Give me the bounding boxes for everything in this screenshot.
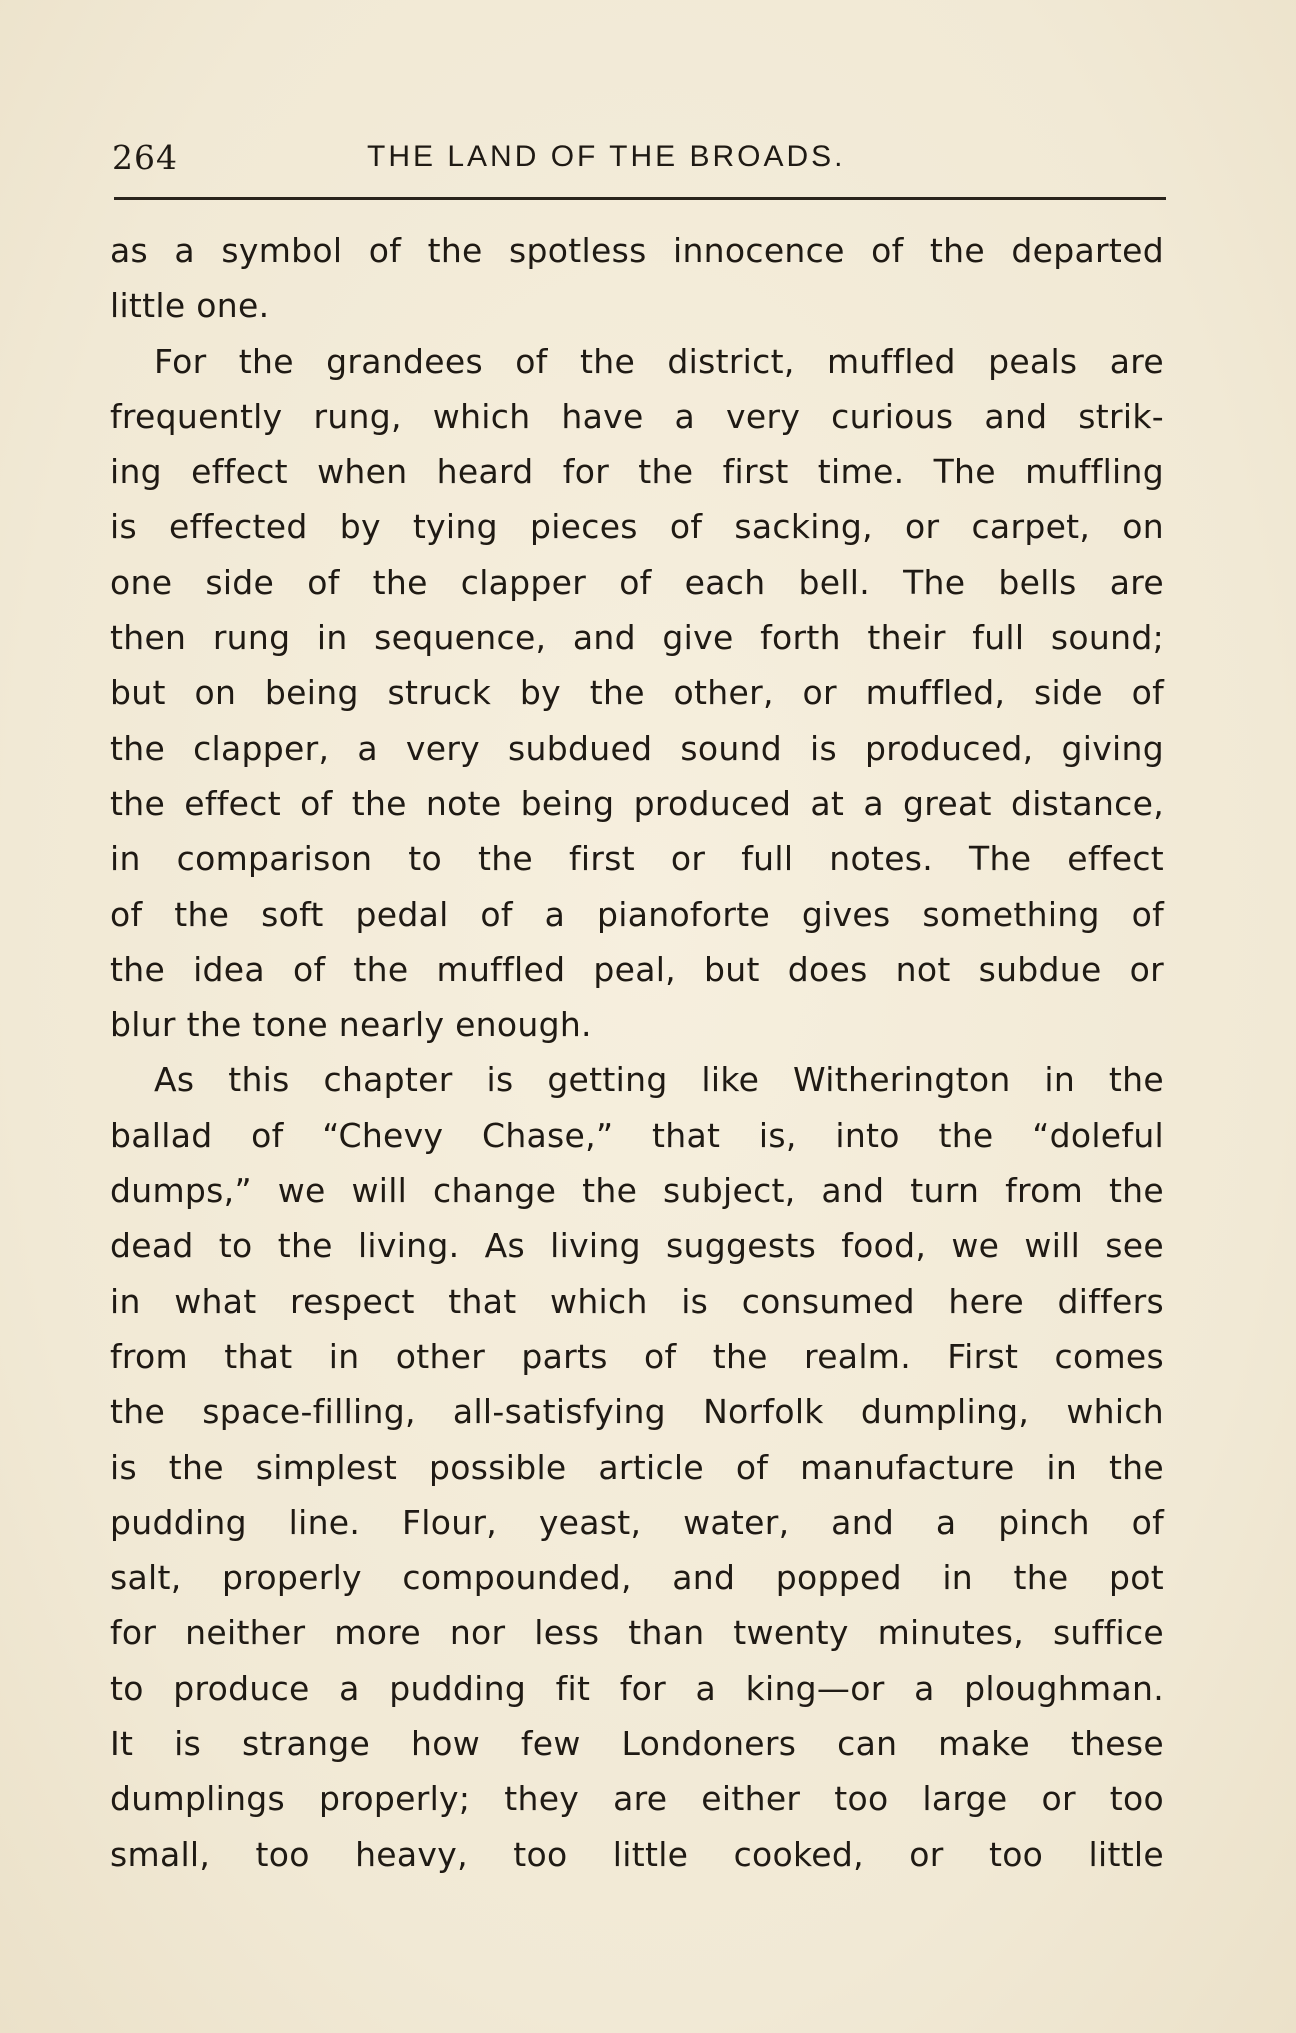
text-line: dumps,” we will change the subject, and turn from the	[110, 1171, 1164, 1211]
text-line: of the soft pedal of a pianoforte gives something of	[110, 894, 1164, 934]
text-line: is the simplest possible article of manufacture in the	[110, 1447, 1164, 1487]
text-line: the idea of the muffled peal, but does not subdue or	[110, 949, 1164, 989]
running-head	[112, 138, 1166, 184]
text-line: frequently rung, which have a very curious and strik-	[110, 396, 1164, 436]
text-line: is effected by tying pieces of sacking, or carpet, on	[110, 507, 1164, 547]
text-line: the space-filling, all-satisfying Norfolk dumpling, which	[110, 1392, 1164, 1432]
text-line: one side of the clapper of each bell. The bells are	[110, 562, 1164, 602]
text-line: salt, properly compounded, and popped in the pot	[110, 1558, 1164, 1598]
text-line: to produce a pudding fit for a king—or a ploughman.	[110, 1668, 1164, 1708]
text-line: then rung in sequence, and give forth their full sound;	[110, 618, 1164, 658]
text-line: It is strange how few Londoners can make these	[110, 1724, 1164, 1764]
text-line: dumplings properly; they are either too large or too	[110, 1779, 1164, 1819]
text-line: the effect of the note being produced at a great distance,	[110, 783, 1164, 823]
text-line: the clapper, a very subdued sound is produced, giving	[110, 728, 1164, 768]
text-line: pudding line. Flour, yeast, water, and a pinch of	[110, 1502, 1164, 1542]
text-line: ing effect when heard for the first time. The muffling	[110, 452, 1164, 492]
page-number: 264	[112, 138, 178, 177]
body-text	[110, 223, 1164, 1882]
text-line: For the grandees of the district, muffled peals are	[154, 341, 1164, 381]
text-line: blur the tone nearly enough.	[110, 1005, 592, 1045]
text-line: ballad of “Chevy Chase,” that is, into the “doleful	[110, 1115, 1164, 1155]
text-line: for neither more nor less than twenty minutes, suffice	[110, 1613, 1164, 1653]
text-line: in comparison to the first or full notes. The effect	[110, 839, 1164, 879]
running-title: THE LAND OF THE BROADS.	[367, 140, 846, 173]
text-line: but on being struck by the other, or muffled, side of	[110, 673, 1164, 713]
text-line: from that in other parts of the realm. First comes	[110, 1336, 1164, 1376]
text-line: in what respect that which is consumed here differs	[110, 1281, 1164, 1321]
text-line: small, too heavy, too little cooked, or too little	[110, 1834, 1164, 1874]
text-line: as a symbol of the spotless innocence of the departed	[110, 231, 1164, 270]
text-line: little one.	[110, 286, 270, 326]
text-line: dead to the living. As living suggests food, we will see	[110, 1226, 1164, 1266]
text-line: As this chapter is getting like Witherington in the	[154, 1060, 1164, 1100]
header-rule	[114, 197, 1166, 200]
